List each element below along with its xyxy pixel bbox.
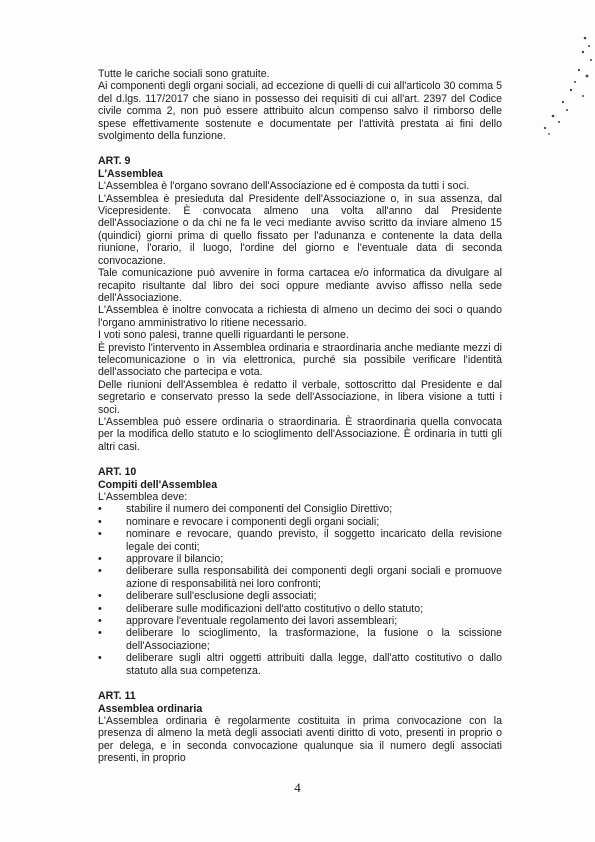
list-item — [98, 603, 502, 615]
list-item-text: deliberare lo scioglimento, la trasformazione, la fusione o la scissione dell'Associazione; — [126, 627, 502, 652]
art9-paragraph: L'Assemblea è l'organo sovrano dell'Associazione ed è composta da tutti i soci. — [98, 180, 470, 193]
list-item — [98, 615, 502, 627]
list-item-text: approvare l'eventuale regolamento dei lavori assembleari; — [126, 615, 398, 628]
page-number: 4 — [294, 780, 301, 795]
bullet-icon: • — [98, 590, 102, 603]
bullet-icon: • — [98, 602, 102, 615]
art10-intro: L'Assemblea deve: — [98, 491, 188, 503]
art9-paragraph: Tale comunicazione può avvenire in forma cartacea e/o informatica da divulgare al recapito risultante dal libro dei soci oppure mediante avviso affisso nella sede dell'Associazione. — [98, 267, 502, 304]
list-item — [98, 516, 502, 528]
art10-title: Compiti dell'Assemblea — [98, 478, 218, 491]
bullet-icon: • — [98, 553, 102, 566]
art9-paragraph: L'Assemblea è presieduta dal Presidente dell'Associazione o, in sua assenza, dal Vicepresidente. È convocata almeno una volta all'anno dal Presidente dell'Associazione o da chi ne fa le veci mediante avviso scritto da inviare almeno 15 (quindici) giorni prima di quello fissato per l'adunanza e contenente la data della riunione, l'orario, il luogo, l'ordine del giorno e l'eventuale data di seconda convocazione. — [98, 192, 502, 267]
art9-paragraph: I voti sono palesi, tranne quelli riguardanti le persone. — [98, 329, 349, 342]
list-item-text: deliberare sulla responsabilità dei componenti degli organi sociali e promuove azione di responsabilità nei loro confronti; — [126, 565, 502, 590]
list-item — [98, 627, 502, 652]
list-item-text: deliberare sull'esclusione degli associati; — [126, 590, 317, 603]
paragraph-compensi: Ai componenti degli organi sociali, ad eccezione di quelli di cui all'articolo 30 comma 5 del d.lgs. 117/2017 che siano in possesso dei requisiti di cui all'art. 2397 del Codice civile comma 2, non può essere attribuito alcun compenso salvo il rimborso delle spese effettivamente sostenute e documentate per l'attività prestata ai fini dello svolgimento della funzione. — [98, 80, 502, 143]
paragraph-cariche-gratuite: Tutte le cariche sociali sono gratuite. — [98, 68, 270, 80]
list-item — [98, 590, 502, 602]
bullet-icon: • — [98, 515, 102, 528]
list-item — [98, 503, 502, 515]
art11-paragraph: L'Assemblea ordinaria è regolarmente costituita in prima convocazione con la presenza di almeno la metà degli associati aventi diritto di voto, presenti in proprio o per delega, e in seconda convocazione qualunque sia il numero degli associati presenti, in proprio — [98, 714, 502, 765]
art9-paragraph: Delle riunioni dell'Assemblea è redatto il verbale, sottoscritto dal Presidente e dal segretario e conservato presso la sede dell'Associazione, in libera visione a tutti i soci. — [98, 378, 502, 416]
list-item-text: deliberare sugli altri oggetti attribuiti dalla legge, dall'atto costitutivo o dallo statuto alla sua competenza. — [126, 652, 502, 677]
art9-paragraph: L'Assemblea è inoltre convocata a richiesta di almeno un decimo dei soci o quando l'organo amministrativo lo ritiene necessario. — [98, 304, 502, 329]
art10-number: ART. 10 — [98, 466, 137, 479]
art9-paragraph: È previsto l'intervento in Assemblea ordinaria e straordinaria anche mediante mezzi di telecomunicazione o in via elettronica, purché sia possibile verificare l'identità dell'associato che partecipa e vota. — [98, 341, 502, 379]
art11-title: Assemblea ordinaria — [98, 702, 203, 715]
art9-paragraph: L'Assemblea può essere ordinaria o straordinaria. È straordinaria quella convocata per la modifica dello statuto e lo scioglimento dell'Associazione. È ordinaria in tutti gli altri casi. — [98, 415, 502, 453]
list-item-text: nominare e revocare, quando previsto, il soggetto incaricato della revisione legale dei conti; — [126, 528, 502, 553]
list-item-text: deliberare sulle modificazioni dell'atto costitutivo o dello statuto; — [126, 602, 424, 615]
list-item-text: stabilire il numero dei componenti del Consiglio Direttivo; — [126, 503, 393, 516]
art9-number: ART. 9 — [98, 155, 131, 168]
bullet-icon: • — [98, 565, 102, 578]
list-item-text: nominare e revocare i componenti degli organi sociali; — [126, 515, 380, 528]
scan-artifact-marks — [505, 30, 595, 150]
bullet-icon: • — [98, 652, 102, 665]
art9-title: L'Assemblea — [98, 167, 163, 180]
bullet-icon: • — [98, 627, 102, 640]
bullet-icon: • — [98, 528, 102, 541]
page-body — [98, 68, 502, 765]
bullet-icon: • — [98, 615, 102, 628]
bullet-icon: • — [98, 503, 102, 516]
list-item — [98, 652, 502, 677]
art11-number: ART. 11 — [98, 690, 136, 703]
list-item — [98, 553, 502, 565]
list-item — [98, 565, 502, 590]
list-item-text: approvare il bilancio; — [126, 553, 224, 566]
list-item — [98, 528, 502, 553]
